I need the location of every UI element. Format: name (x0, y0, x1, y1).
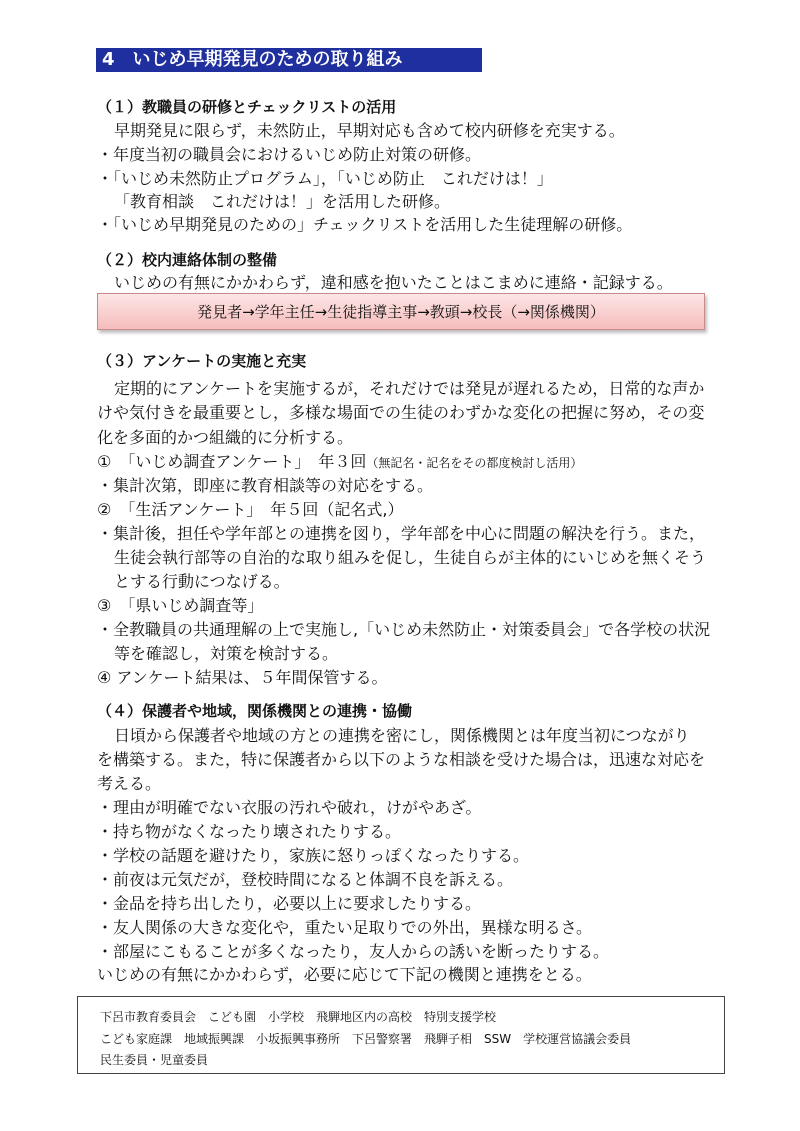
survey-item-1 (97, 449, 582, 472)
survey-item-2-sub: ・集計後，担任や学年部との連携を図り，学年部を中心に問題の解決を行う。また， (97, 524, 706, 543)
section1-heading: （１）教職員の研修とチェックリストの活用 (97, 98, 397, 116)
section-title: 4 いじめ早期発見のための取り組み (96, 48, 482, 72)
survey-item-2: ② 「生活アンケート」 年５回（記名式,） (97, 500, 404, 519)
section3-line: 定期的にアンケートを実施するが，それだけでは発見が遅れるため，日常的な声か (114, 379, 705, 398)
warning-sign-item: ・理由が明確でない衣服の汚れや破れ，けがやあざ。 (97, 798, 482, 817)
survey-item-1-note: （無記名・記名をその都度検討し活用） (366, 456, 583, 470)
warning-sign-item: ・部屋にこもることが多くなったり，友人からの誘いを断ったりする。 (97, 942, 610, 961)
section1-line: 早期発見に限らず，未然防止，早期対応も含めて校内研修を充実する。 (114, 121, 625, 140)
section4-line: 日頃から保護者や地域の方との連携を密にし，関係機関とは年度当初につながり (114, 726, 690, 745)
partner-agencies-line: 下呂市教育委員会 こども園 小学校 飛騨地区内の高校 特別支援学校 (100, 1010, 497, 1024)
section1-line: ・「いじめ早期発見のための」チェックリストを活用した生徒理解の研修。 (97, 215, 633, 234)
section1-line: ・年度当初の職員会におけるいじめ防止対策の研修。 (97, 145, 482, 164)
section4-heading: （４）保護者や地域，関係機関との連携・協働 (97, 702, 413, 720)
section3-line: 化を多面的かつ組織的に分析する。 (97, 428, 354, 447)
partner-agencies-line: 民生委員・児童委員 (100, 1053, 209, 1067)
section4-line: 考える。 (97, 774, 162, 793)
survey-item-1-main: ① 「いじめ調査アンケート」 年３回 (97, 452, 367, 471)
warning-sign-item: ・学校の話題を避けたり，家族に怒りっぽくなったりする。 (97, 846, 530, 865)
section2-heading: （２）校内連絡体制の整備 (97, 251, 278, 269)
section2-line: いじめの有無にかかわらず，違和感を抱いたことはこまめに連絡・記録する。 (114, 273, 673, 292)
section4-closing: いじめの有無にかかわらず，必要に応じて下記の機関と連携をとる。 (97, 965, 592, 984)
reporting-flow-box: 発見者→学年主任→生徒指導主事→教頭→校長（→関係機関） (97, 293, 705, 330)
warning-sign-item: ・持ち物がなくなったり壊されたりする。 (97, 822, 402, 841)
survey-item-3-sub: ・全教職員の共通理解の上で実施し,「いじめ未然防止・対策委員会」で各学校の状況 (97, 620, 711, 639)
section1-line: ・「いじめ未然防止プログラム」，「いじめ防止 これだけは！」 (97, 169, 553, 188)
survey-item-2-sub: 生徒会執行部等の自治的な取り組みを促し，生徒自らが主体的にいじめを無くそう (114, 548, 707, 567)
section4-line: を構築する。また，特に保護者から以下のような相談を受けた場合は，迅速な対応を (97, 750, 706, 769)
warning-sign-item: ・金品を持ち出したり，必要以上に要求したりする。 (97, 894, 482, 913)
partner-agencies-line: こども家庭課 地域振興課 小坂振興事務所 下呂警察署 飛騨子相 SSW 学校運営協議会委員 (100, 1032, 632, 1046)
section1-line: 「教育相談 これだけは！」を活用した研修。 (114, 192, 451, 211)
survey-item-1-sub: ・集計次第，即座に教育相談等の対応をする。 (97, 476, 434, 495)
survey-item-3: ③ 「県いじめ調査等」 (97, 596, 264, 615)
survey-item-3-sub: 等を確認し，対策を検討する。 (114, 644, 339, 663)
survey-item-2-sub: とする行動につなげる。 (114, 572, 290, 591)
warning-sign-item: ・友人関係の大きな変化や，重たい足取りでの外出，異様な明るさ。 (97, 918, 593, 937)
warning-sign-item: ・前夜は元気だが，登校時間になると体調不良を訴える。 (97, 870, 514, 889)
survey-item-4: ④ アンケート結果は、５年間保管する。 (97, 668, 388, 687)
section3-heading: （３）アンケートの実施と充実 (97, 352, 307, 370)
section3-line: けや気付きを最重要とし，多様な場面での生徒のわずかな変化の把握に努め，その変 (97, 403, 705, 422)
